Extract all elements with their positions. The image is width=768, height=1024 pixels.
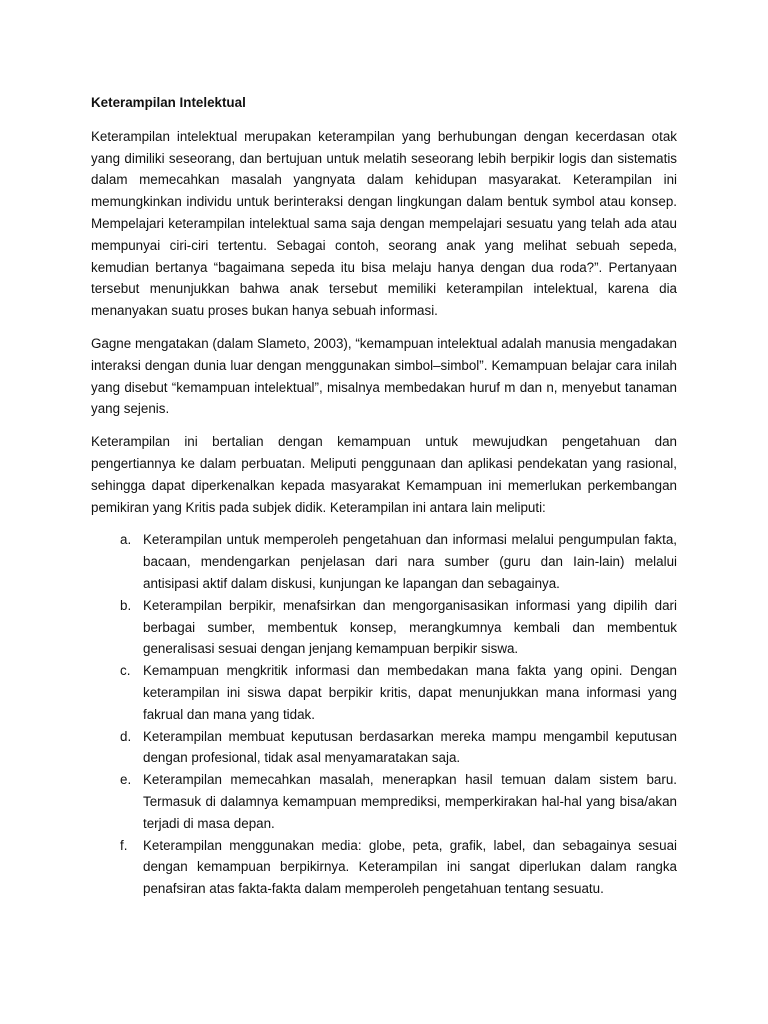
skills-list <box>91 529 677 900</box>
paragraph-skills-intro: Keterampilan ini bertalian dengan kemampuan untuk mewujudkan pengetahuan dan pengertiannya ke dalam perbuatan. Meliputi penggunaan dan aplikasi pendekatan yang rasional, sehingga dapat diperkenalkan kepada masyarakat Kemampuan ini memerlukan perkembangan pemikiran yang Kritis pada subjek didik. Keterampilan ini antara lain meliputi: <box>91 434 677 515</box>
list-marker: c. <box>120 663 131 679</box>
list-item-text: Keterampilan menggunakan media: globe, peta, grafik, label, dan sebagainya sesuai dengan kemampuan berpikirnya. Keterampilan ini sangat diperlukan dalam rangka penafsiran atas fakta-fakta dalam memperoleh pengetahuan tentang sesuatu. <box>143 837 677 897</box>
list-marker: b. <box>120 597 132 613</box>
list-marker: f. <box>120 837 128 853</box>
list-marker: a. <box>120 532 132 548</box>
list-item <box>91 529 677 594</box>
list-item-text: Keterampilan membuat keputusan berdasarkan mereka mampu mengambil keputusan dengan profesional, tidak asal menyamaratakan saja. <box>143 728 677 766</box>
paragraph-definition: Keterampilan intelektual merupakan keterampilan yang berhubungan dengan kecerdasan otak yang dimiliki seseorang, dan bertujuan untuk melatih seseorang lebih berpikir logis dan sistematis dalam memecahkan masalah yangnyata dalam kehidupan masyarakat. Keterampilan ini memungkinkan individu untuk berinteraksi dengan lingkungan dalam bentuk symbol atau konsep. Mempelajari keterampilan intelektual sama saja dengan mempelajari sesuatu yang telah ada atau mempunyai ciri-ciri tertentu. Sebagai contoh, seorang anak yang melihat sebuah sepeda, kemudian bertanya “bagaimana sepeda itu bisa melaju hanya dengan dua roda?”. Pertanyaan tersebut menunjukkan bahwa anak tersebut memiliki keterampilan intelektual, karena dia menanyakan suatu proses bukan hanya sebuah informasi. <box>91 128 677 319</box>
list-item <box>91 726 677 770</box>
paragraph-gagne-quote: Gagne mengatakan (dalam Slameto, 2003), “kemampuan intelektual adalah manusia mengadakan interaksi dengan dunia luar dengan menggunakan simbol–simbol”. Kemampuan belajar cara inilah yang disebut “kemampuan intelektual”, misalnya membedakan huruf m dan n, menyebut tanaman yang sejenis. <box>91 335 677 417</box>
list-item <box>91 769 677 834</box>
list-item-text: Keterampilan memecahkan masalah, menerapkan hasil temuan dalam sistem baru. Termasuk di dalamnya kemampuan memprediksi, memperkirakan hal-hal yang bisa/akan terjadi di masa depan. <box>143 772 677 831</box>
list-item-text: Kemampuan mengkritik informasi dan membedakan mana fakta yang opini. Dengan keterampilan ini siswa dapat berpikir kritis, dapat menunjukkan mana informasi yang fakrual dan mana yang tidak. <box>143 663 677 722</box>
list-marker: e. <box>120 772 132 788</box>
document-title: Keterampilan Intelektual <box>91 95 246 110</box>
list-item <box>91 595 677 660</box>
list-item <box>91 835 677 900</box>
list-item-text: Keterampilan untuk memperoleh pengetahuan dan informasi melalui pengumpulan fakta, bacaan, mendengarkan penjelasan dari nara sumber (guru dan Iain-lain) melalui antisipasi aktif dalam diskusi, kunjungan ke lapangan dan sebagainya. <box>143 532 677 591</box>
list-item-text: Keterampilan berpikir, menafsirkan dan mengorganisasikan informasi yang dipilih dari berbagai sumber, membentuk konsep, merangkumnya kembali dan membentuk generalisasi sesuai dengan jenjang kemampuan berpikir siswa. <box>143 597 677 657</box>
list-marker: d. <box>120 728 132 744</box>
document-page <box>91 92 677 900</box>
list-item <box>91 660 677 725</box>
